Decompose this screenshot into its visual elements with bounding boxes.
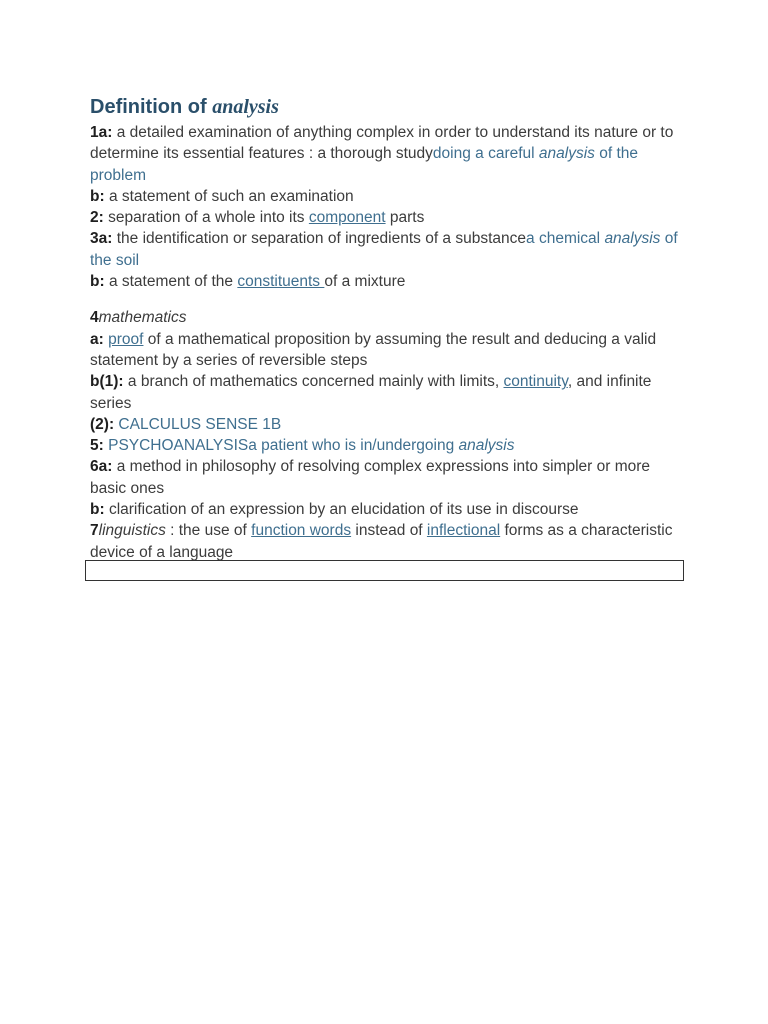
cross-reference-psychoanalysis[interactable]: PSYCHOANALYSIS [103,437,249,455]
section-gap [90,292,690,307]
sense-number: 4 [90,309,99,327]
sense-text: a statement of such an examination [104,187,354,205]
sense-text: : the use of [165,522,252,540]
sense-colon: : [98,330,104,348]
example-term: analysis [538,145,595,163]
sense-colon: : [99,187,105,205]
sense-colon: : [98,437,104,455]
sense-text-mid: instead of [351,522,427,540]
page-title [90,94,690,120]
example-post: of the problem [90,145,639,184]
sense-1a [90,122,690,186]
example-term: analysis [604,230,661,248]
sense-number: b [90,273,100,291]
example-post: of the soil [90,230,678,269]
sense-text: separation of a whole into its [103,209,309,227]
sense-number: 7 [90,522,99,540]
sense-number: 2 [90,209,99,227]
sense-text: a detailed examination of anything complex in order to understand its nature or to determine its essential features : a thorough study [90,124,674,163]
sense-number: a [90,330,99,348]
sense-5 [90,435,690,456]
sense-4a [90,329,690,372]
example-pre: a chemical [526,230,605,248]
sense-number: 3a [90,230,108,248]
subject-label: linguistics [98,522,166,540]
sense-text: a statement of the [104,273,238,291]
sense-2 [90,207,690,228]
sense-colon: : [108,415,115,433]
sense-number: b [90,501,100,519]
sense-3a [90,228,690,271]
empty-bordered-box [85,560,684,581]
example-pre: a patient who is in/undergoing [248,437,459,455]
sense-colon: : [99,273,105,291]
sense-number: 5 [90,437,99,455]
sense-3b [90,271,690,292]
sense-text-post: of a mathematical proposition by assuming the result and deducing a valid statement by a series of reversible steps [90,330,657,369]
example-pre: doing a careful [432,145,539,163]
sense-4 [90,307,690,328]
sense-colon: : [99,501,105,519]
sense-text-post: of a mixture [324,273,406,291]
sense-4b2 [90,414,690,435]
sense-6b [90,499,690,520]
sense-number: 6a [90,458,108,476]
sense-colon: : [107,124,113,141]
sense-text-post: parts [385,209,425,227]
sense-colon: : [98,209,104,227]
example-term: analysis [458,437,515,455]
sense-colon: : [107,230,113,248]
sense-colon: : [118,373,124,391]
link-continuity[interactable]: continuity [503,373,568,391]
title-prefix: Definition of [90,96,213,118]
link-function-words[interactable]: function words [251,522,352,540]
title-term: analysis [212,96,279,118]
link-constituents[interactable]: constituents [237,273,325,291]
cross-reference-calculus[interactable]: CALCULUS SENSE 1B [114,415,282,433]
sense-6a [90,456,690,499]
sense-1b [90,186,690,207]
sense-4b1 [90,371,690,414]
sense-number: 1a [90,124,108,141]
sense-number: (2) [90,415,109,433]
sense-text-post: , and infinite series [90,373,652,412]
link-inflectional[interactable]: inflectional [426,522,501,540]
sense-number: b(1) [90,373,119,391]
sense-text-post: forms as a characteristic device of a language [90,522,673,561]
sense-7 [90,520,690,563]
definition-body [90,94,690,563]
subject-label: mathematics [98,309,187,327]
link-proof[interactable]: proof [108,330,144,348]
sense-colon: : [107,458,113,476]
sense-text: clarification of an expression by an elucidation of its use in discourse [104,501,579,519]
sense-text: a branch of mathematics concerned mainly with limits, [123,373,504,391]
sense-number: b [90,187,100,205]
sense-text: the identification or separation of ingredients of a substance [112,230,527,248]
usage-example [248,437,514,454]
link-component[interactable]: component [308,209,386,227]
sense-text: a method in philosophy of resolving complex expressions into simpler or more basic ones [90,458,651,497]
